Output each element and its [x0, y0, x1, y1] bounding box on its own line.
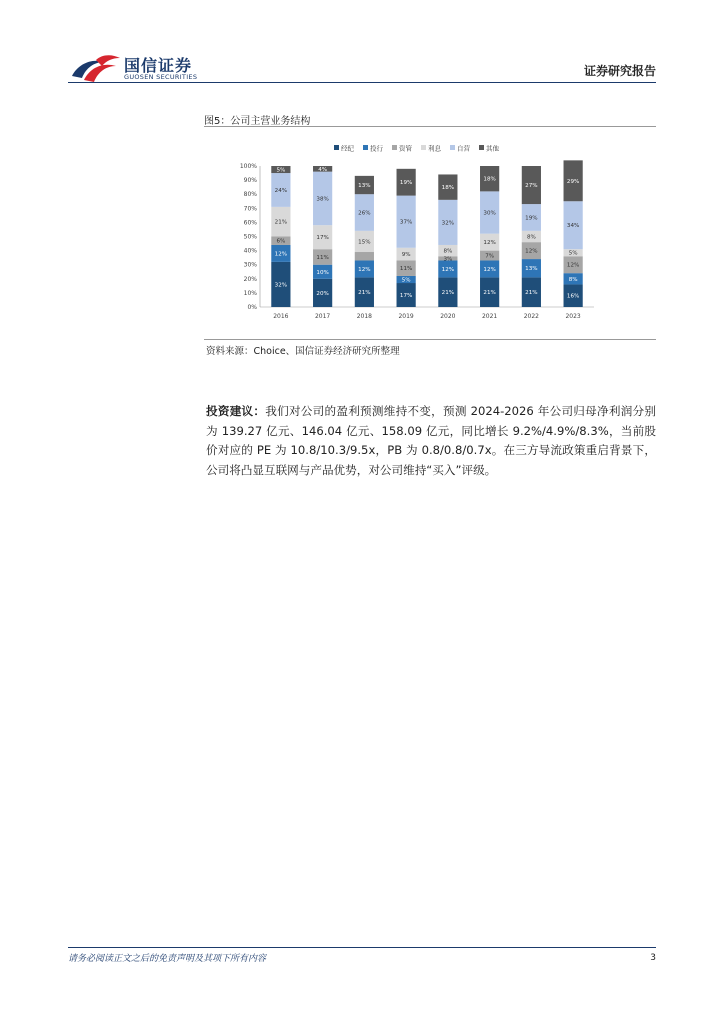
y-tick-label: 50% — [243, 233, 257, 241]
legend-label-1: 投行 — [370, 144, 383, 153]
logo-chinese-text: 国信证券 — [124, 56, 193, 75]
data-label: 5% — [568, 250, 578, 257]
data-label: 13% — [525, 266, 538, 273]
investment-advice-text: 我们对公司的盈利预测维持不变，预测 2024-2026 年公司归母净利润分别为 139.27 亿元、146.04 亿元、158.09 亿元，同比增长 9.2%/4.9%/8.3%，当前股价对应的 PE 为 10.8/10.3/9.5x，PB 为 0.8/0.8/0.7x。在三方导流政策重启背景下，公司将凸显互联网与产品优势，对公司维持“买入”评级。 — [206, 404, 656, 477]
data-label: 12% — [274, 251, 288, 258]
chart-container — [204, 130, 656, 336]
legend-label-0: 经纪 — [341, 144, 354, 153]
data-label: 20% — [316, 290, 329, 297]
data-label: 21% — [525, 290, 538, 297]
footer-divider — [68, 947, 656, 948]
page-number: 3 — [650, 953, 656, 963]
guosen-logo-icon — [70, 52, 122, 84]
header-divider — [68, 82, 656, 83]
data-label: 5% — [401, 277, 411, 284]
data-label: 8% — [526, 234, 536, 241]
data-label: 15% — [358, 239, 371, 246]
y-tick-label: 0% — [247, 304, 257, 311]
y-tick-label: 70% — [243, 205, 257, 213]
bar-segment — [355, 252, 374, 260]
data-label: 12% — [566, 262, 580, 269]
data-label: 3% — [443, 256, 453, 263]
legend-swatch-4 — [450, 145, 455, 150]
y-tick-label: 40% — [243, 247, 257, 255]
x-tick-label: 2023 — [565, 313, 581, 320]
investment-advice-paragraph — [206, 402, 656, 480]
data-label: 18% — [483, 176, 496, 183]
x-tick-label: 2021 — [481, 313, 498, 320]
stacked-bar-chart — [204, 130, 656, 336]
data-label: 11% — [316, 254, 329, 261]
data-label: 8% — [443, 248, 453, 255]
legend-label-3: 利息 — [428, 144, 441, 153]
legend-swatch-2 — [392, 145, 397, 150]
data-label: 19% — [525, 215, 538, 222]
data-label: 13% — [358, 183, 371, 190]
data-label: 17% — [399, 293, 413, 300]
data-label: 12% — [358, 266, 371, 273]
company-logo — [70, 52, 200, 84]
data-label: 12% — [483, 266, 496, 273]
footer-disclaimer: 请务必阅读正文之后的免责声明及其项下所有内容 — [68, 954, 267, 964]
x-tick-label: 2020 — [440, 313, 456, 320]
y-tick-label: 80% — [243, 191, 257, 199]
y-tick-label: 90% — [243, 177, 257, 185]
x-tick-label: 2017 — [314, 313, 331, 320]
y-tick-label: 30% — [243, 261, 257, 269]
legend-swatch-5 — [479, 145, 484, 150]
data-label: 18% — [441, 185, 455, 192]
legend-swatch-1 — [363, 145, 368, 150]
data-label: 9% — [401, 252, 411, 259]
x-tick-label: 2019 — [398, 313, 414, 320]
legend-swatch-3 — [421, 145, 426, 150]
data-label: 38% — [316, 196, 329, 203]
data-label: 21% — [358, 290, 371, 297]
legend-label-5: 其他 — [486, 144, 499, 153]
legend-label-4: 自营 — [457, 144, 470, 153]
x-tick-label: 2016 — [273, 313, 289, 320]
data-label: 5% — [276, 167, 286, 174]
data-label: 6% — [276, 238, 286, 245]
logo-english-text: GUOSEN SECURITIES — [124, 73, 198, 81]
y-tick-label: 100% — [239, 163, 257, 170]
data-label: 4% — [318, 166, 328, 173]
legend-swatch-0 — [334, 145, 339, 150]
data-label: 11% — [399, 266, 413, 273]
data-label: 27% — [525, 183, 538, 190]
data-label: 37% — [399, 219, 413, 226]
figure-bottom-divider — [204, 339, 656, 340]
data-label: 10% — [316, 269, 329, 276]
y-tick-label: 20% — [243, 275, 257, 283]
data-label: 12% — [441, 266, 455, 273]
legend-label-2: 资管 — [399, 144, 412, 153]
data-label: 29% — [566, 178, 580, 185]
data-label: 32% — [441, 220, 455, 227]
data-label: 17% — [316, 235, 329, 242]
data-label: 34% — [566, 223, 580, 230]
figure-top-divider — [204, 126, 656, 127]
data-label: 8% — [568, 276, 578, 283]
y-tick-label: 60% — [243, 219, 257, 227]
y-tick-label: 10% — [243, 289, 257, 297]
data-label: 21% — [441, 290, 455, 297]
data-label: 30% — [483, 210, 496, 217]
figure-source: 资料来源：Choice、国信证券经济研究所整理 — [206, 346, 400, 357]
figure-title: 图5：公司主营业务结构 — [204, 116, 311, 127]
data-label: 26% — [358, 210, 371, 217]
data-label: 32% — [274, 282, 288, 289]
data-label: 21% — [483, 290, 496, 297]
x-tick-label: 2018 — [356, 313, 373, 320]
data-label: 19% — [399, 180, 413, 187]
data-label: 12% — [525, 248, 538, 255]
data-label: 16% — [566, 293, 580, 300]
data-label: 24% — [274, 187, 288, 194]
report-type-label: 证券研究报告 — [583, 64, 656, 78]
x-tick-label: 2022 — [523, 313, 540, 320]
data-label: 21% — [274, 219, 288, 226]
data-label: 7% — [485, 253, 495, 260]
investment-advice-label: 投资建议： — [206, 404, 266, 418]
data-label: 12% — [483, 240, 496, 247]
